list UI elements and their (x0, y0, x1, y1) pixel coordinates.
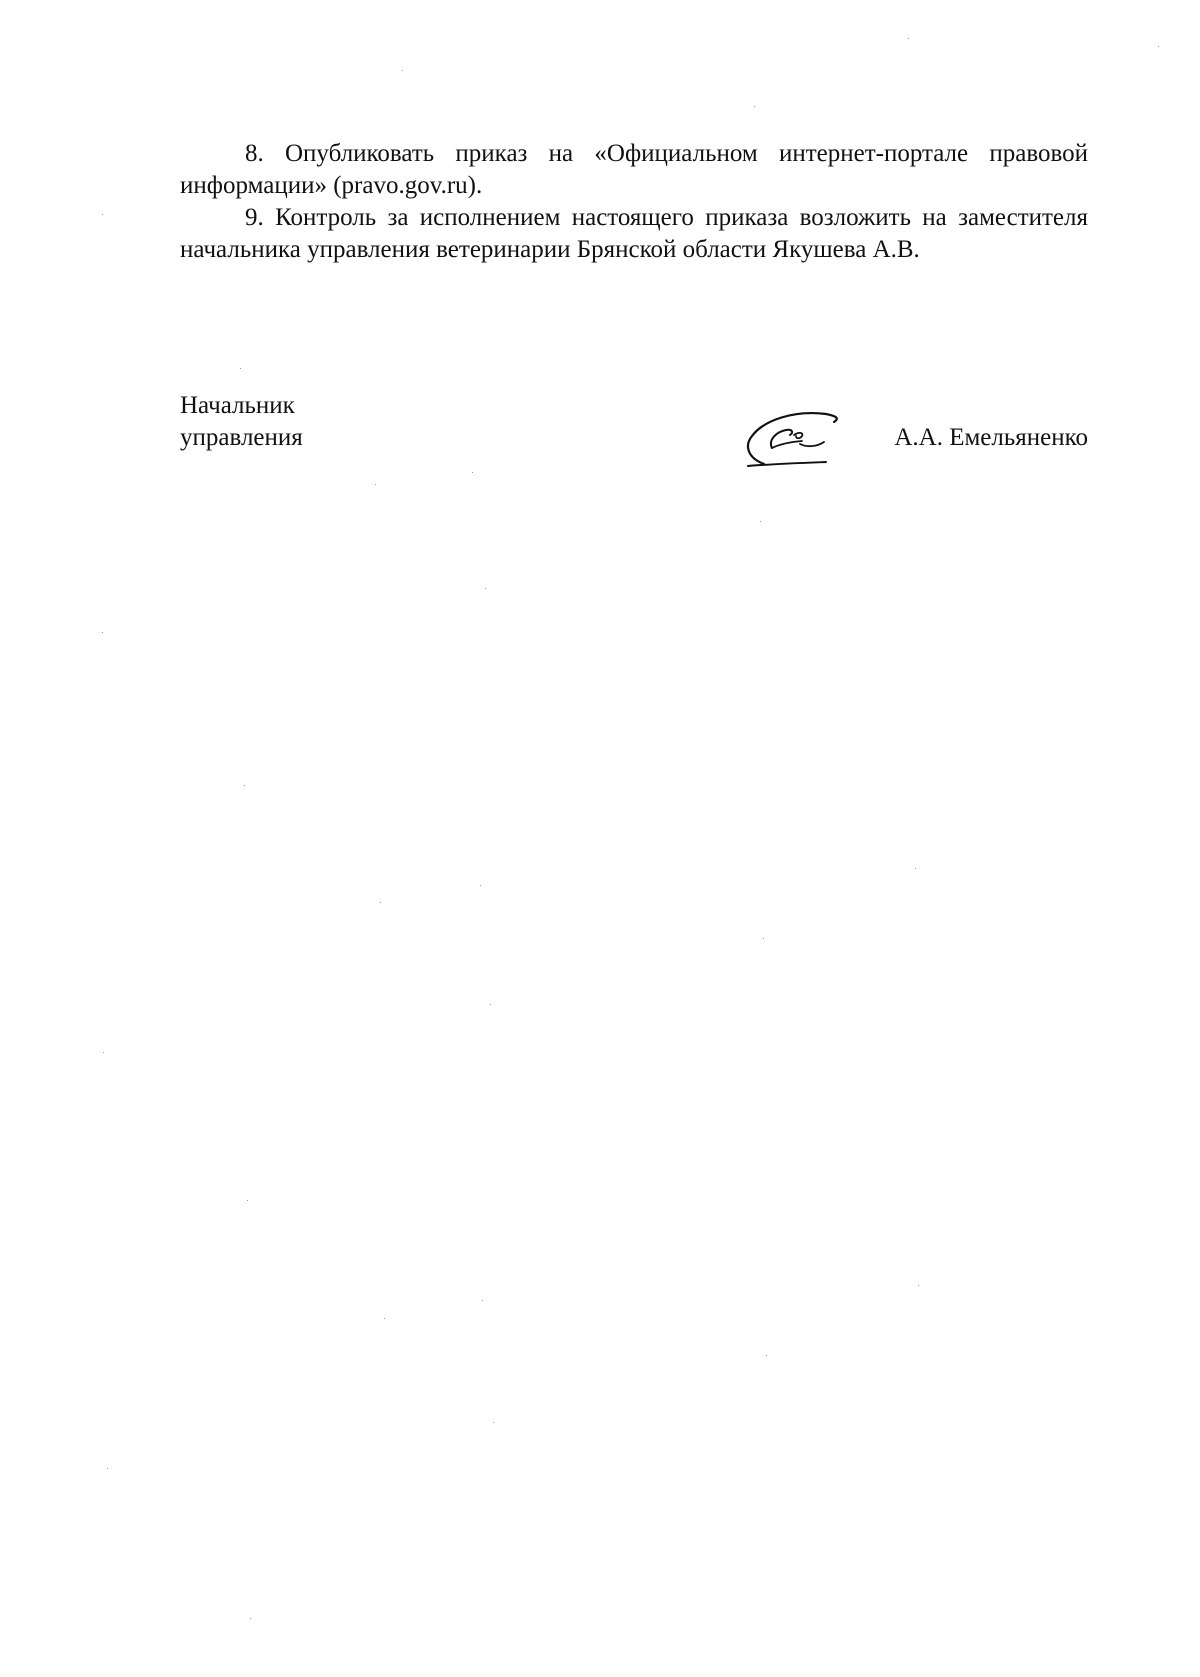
scan-speck (485, 588, 486, 589)
scan-speck (102, 632, 103, 633)
scan-speck (908, 38, 909, 39)
scan-speck (375, 484, 376, 485)
scan-speck (402, 70, 403, 71)
scan-speck (107, 1468, 108, 1469)
paragraph-number: 8. (245, 140, 264, 167)
scan-speck (490, 1004, 491, 1005)
scan-speck (763, 938, 764, 939)
scan-speck (760, 521, 761, 522)
paragraph-text: Опубликовать приказ на «Официальном интернет-портале правовой информации» (pravo.gov.ru). (180, 140, 1088, 199)
scan-speck (766, 1355, 767, 1356)
scan-speck (482, 1300, 483, 1301)
scan-speck (240, 368, 241, 369)
scan-speck (915, 868, 916, 869)
paragraph-text: Контроль за исполнением настоящего приказа возложить на заместителя начальника управления ветеринарии Брянской области Якушева А.В. (180, 204, 1088, 263)
scan-speck (384, 1318, 385, 1319)
scan-speck (102, 214, 103, 215)
scan-speck (103, 1052, 104, 1053)
scan-speck (250, 1618, 251, 1619)
signer-name: А.А. Емельяненко (894, 424, 1088, 451)
scan-speck (472, 472, 473, 473)
scan-speck (480, 885, 481, 886)
scan-speck (1158, 46, 1159, 47)
paragraph-8 (180, 138, 1088, 202)
scan-speck (380, 902, 381, 903)
handwritten-signature (742, 408, 852, 470)
paragraph-9 (180, 202, 1088, 266)
paragraph-number: 9. (245, 204, 264, 231)
signer-position-line1: Начальник (180, 392, 295, 419)
signer-position (180, 390, 303, 454)
scan-speck (918, 1285, 919, 1286)
document-body (180, 138, 1088, 266)
signature-block (180, 390, 1088, 490)
scan-speck (247, 1200, 248, 1201)
scan-speck (244, 785, 245, 786)
scan-speck (754, 106, 755, 107)
signer-position-line2: управления (180, 424, 303, 451)
scan-speck (493, 1422, 494, 1423)
